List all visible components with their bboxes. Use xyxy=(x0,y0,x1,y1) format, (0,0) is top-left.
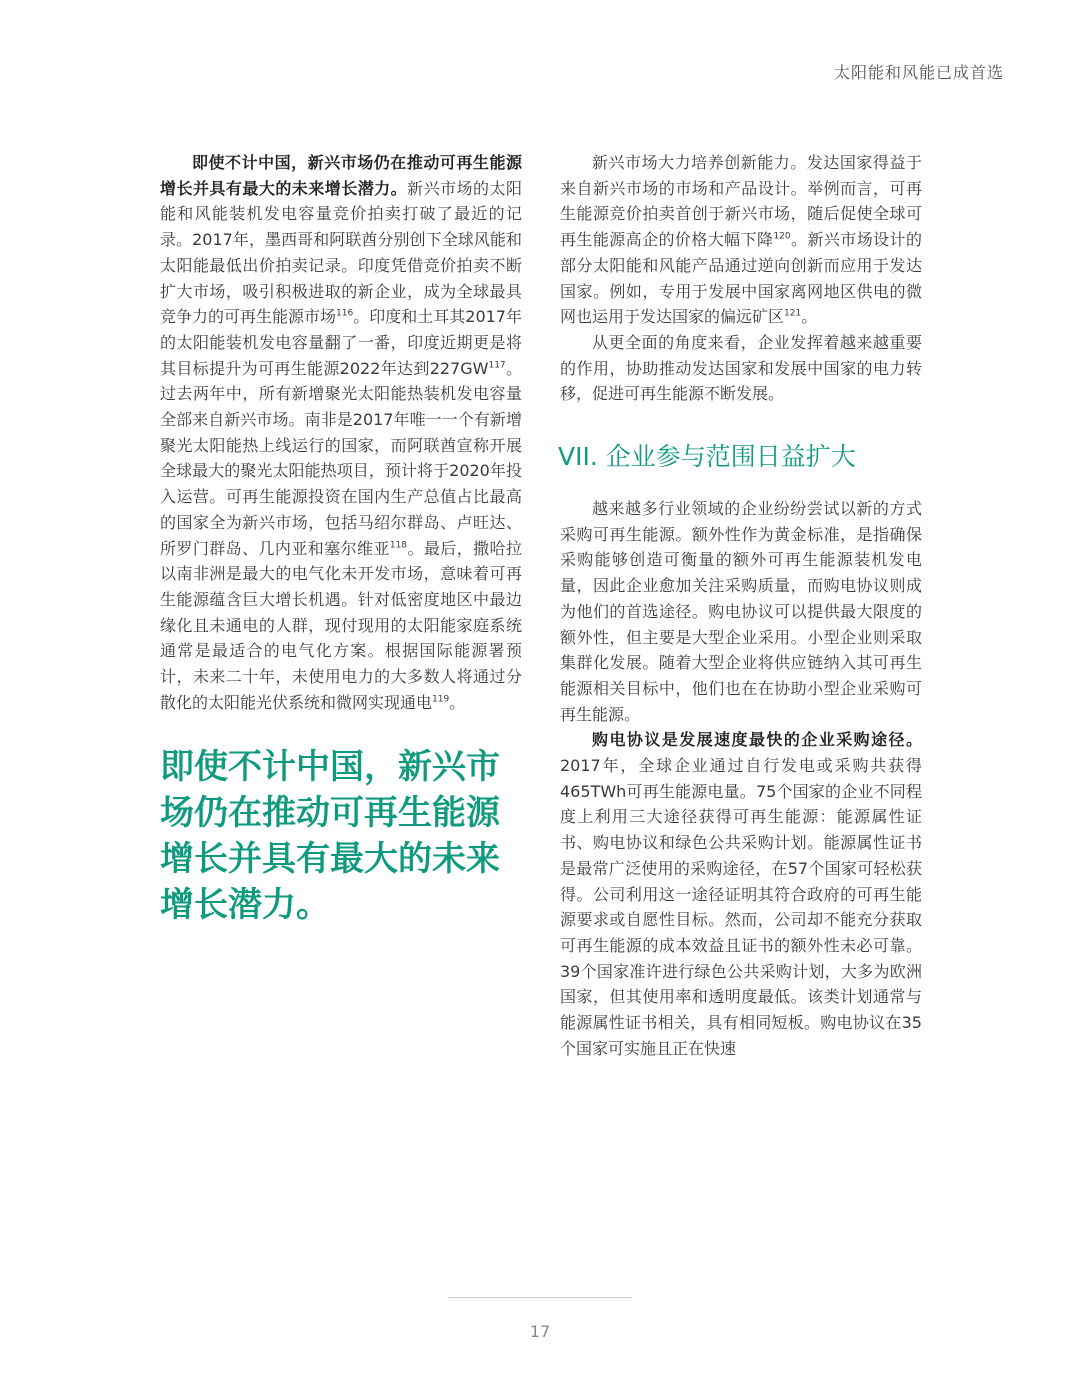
paragraph-lead: 购电协议是发展速度最快的企业采购途径。 xyxy=(592,730,922,750)
footer-divider xyxy=(448,1297,632,1298)
paragraph: 从更全面的角度来看，企业发挥着越来越重要的作用，协助推动发达国家和发展中国家的电力转移，促进可再生能源不断发展。 xyxy=(560,332,922,404)
footnote-ref: 119 xyxy=(432,694,450,705)
footnote-ref: 117 xyxy=(488,360,506,371)
paragraph xyxy=(160,150,522,715)
paragraph xyxy=(560,150,922,330)
paragraph-lead: 即使不计中国，新兴市场仍在推动可再生能源增长并具有最大的未来增长潜力。 xyxy=(160,153,522,198)
paragraph xyxy=(560,727,922,1061)
paragraph-text: 。过去两年中，所有新增聚光太阳能热装机发电容量全部来自新兴市场。南非是2017年唯一一个有新增聚光太阳能热上线运行的国家，而阿联酋宣称开展全球最大的聚光太阳能热项目，预计将于2020年投入运营。可再生能源投资在国内生产总值占比最高的国家全为新兴市场，包括马绍尔群岛、卢旺达、所罗门群岛、几内亚和塞尔维亚 xyxy=(160,358,522,558)
footnote-ref: 116 xyxy=(336,308,354,319)
right-column-bottom xyxy=(560,496,922,1061)
footnote-ref: 120 xyxy=(773,231,791,242)
paragraph-text: 。印度和土耳其2017年的太阳能装机发电容量翻了一番，印度近期更是将其目标提升为可再生能源2022年达到227GW xyxy=(160,307,522,378)
running-header: 太阳能和风能已成首选 xyxy=(833,63,1004,82)
paragraph-text: 。 xyxy=(449,692,466,712)
paragraph-text: 。新兴市场设计的部分太阳能和风能产品通过逆向创新而应用于发达国家。例如，专用于发展中国家离网地区供电的微网也运用于发达国家的偏远矿区 xyxy=(560,230,922,327)
pull-quote: 即使不计中国，新兴市场仍在推动可再生能源增长并具有最大的未来增长潜力。 xyxy=(160,747,500,925)
right-column-top xyxy=(560,150,922,407)
paragraph: 越来越多行业领域的企业纷纷尝试以新的方式采购可再生能源。额外性作为黄金标准，是指确保采购能够创造可衡量的额外可再生能源装机发电量，因此企业愈加关注采购质量，而购电协议则成为他们的首选途径。购电协议可以提供最大限度的额外性，但主要是大型企业采用。小型企业则采取集群化发展。随着大型企业将供应链纳入其可再生能源相关目标中，他们也在在协助小型企业采购可再生能源。 xyxy=(560,499,922,724)
footnote-ref: 121 xyxy=(784,308,802,319)
footnote-ref: 118 xyxy=(389,540,408,551)
paragraph-text: 新兴市场的太阳能和风能装机发电容量竞价拍卖打破了最近的记录。2017年，墨西哥和阿联酋分别创下全球风能和太阳能最低出价拍卖记录。印度凭借竞价拍卖不断扩大市场，吸引积极进取的新企业，成为全球最具竞争力的可再生能源市场 xyxy=(160,178,522,327)
section-heading: VII. 企业参与范围日益扩大 xyxy=(558,442,856,471)
paragraph-text: 新兴市场大力培养创新能力。发达国家得益于来自新兴市场的市场和产品设计。举例而言，可再生能源竞价拍卖首创于新兴市场，随后促使全球可再生能源高企的价格大幅下降 xyxy=(560,153,922,250)
page-number: 17 xyxy=(529,1322,551,1341)
paragraph-text: 。最后，撒哈拉以南非洲是最大的电气化未开发市场，意味着可再生能源蕴含巨大增长机遇。针对低密度地区中最边缘化且未通电的人群，现付现用的太阳能家庭系统通常是最适合的电气化方案。根据国际能源署预计，未来二十年，未使用电力的大多数人将通过分散化的太阳能光伏系统和微网实现通电 xyxy=(160,538,522,712)
paragraph-text: 。 xyxy=(801,307,818,327)
paragraph-text: 2017年，全球企业通过自行发电或采购共获得465TWh可再生能源电量。75个国家的企业不同程度上利用三大途径获得可再生能源：能源属性证书、购电协议和绿色公共采购计划。能源属性证书是最常广泛使用的采购途径，在57个国家可轻松获得。公司利用这一途径证明其符合政府的可再生能源要求或自愿性目标。然而，公司却不能充分获取可再生能源的成本效益且证书的额外性未必可靠。39个国家准许进行绿色公共采购计划，大多为欧洲国家，但其使用率和透明度最低。该类计划通常与能源属性证书相关，具有相同短板。购电协议在35个国家可实施且正在快速 xyxy=(560,756,922,1058)
left-column xyxy=(160,150,522,715)
